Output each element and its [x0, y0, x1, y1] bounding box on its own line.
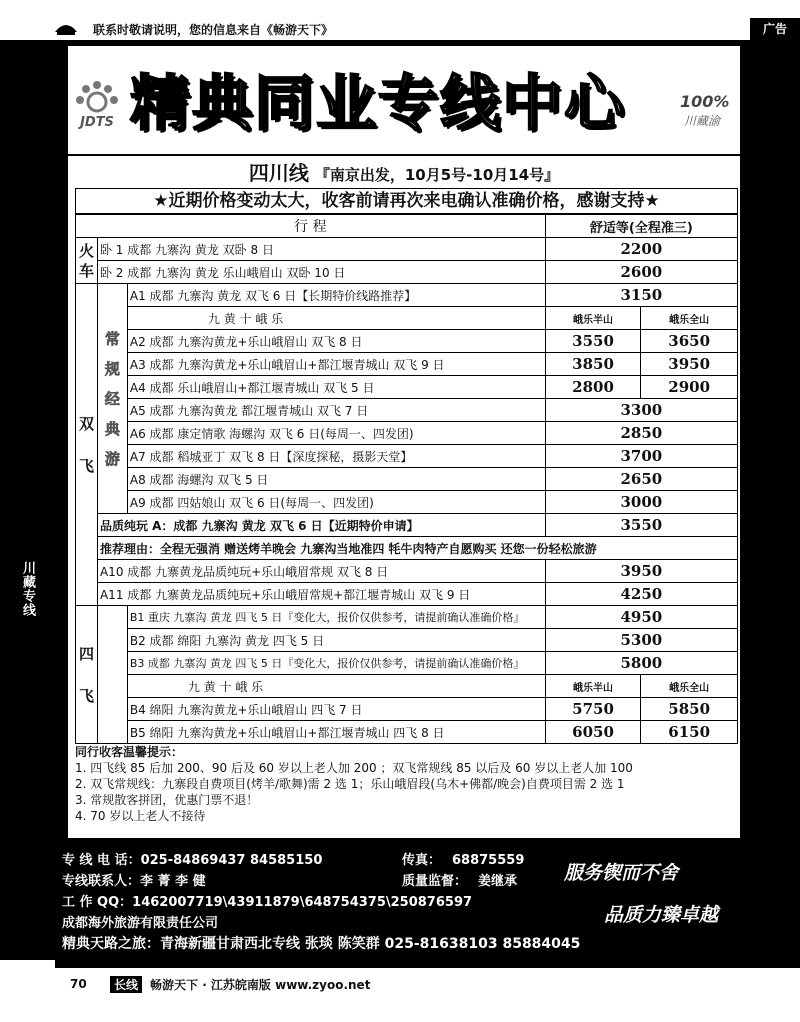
table-row	[76, 284, 738, 307]
table-row	[76, 675, 738, 698]
price-cell: 4950	[545, 606, 737, 629]
table-row	[76, 698, 738, 721]
price-cell: 3550	[545, 514, 737, 537]
table-row	[76, 376, 738, 399]
table-row	[76, 422, 738, 445]
col-full-mountain: 峨乐全山	[641, 675, 738, 698]
source-notice: 联系时敬请说明，您的信息来自《畅游天下》	[93, 22, 334, 37]
price-cell: 6150	[641, 721, 738, 744]
table-row	[76, 353, 738, 376]
table-row	[76, 307, 738, 330]
route-cell: B5 绵阳 九寨沟黄龙+乐山峨眉山+都江堰青城山 四飞 8 日	[127, 721, 545, 744]
jdts-logo	[68, 80, 126, 130]
sub-head: 九 黄 十 峨 乐	[127, 307, 545, 330]
qc-label: 质量监督：	[402, 874, 468, 889]
sub-head: 九 黄 十 峨 乐	[127, 675, 545, 698]
price-table	[75, 214, 738, 744]
price-cell: 2850	[545, 422, 737, 445]
price-cell: 2650	[545, 468, 737, 491]
price-cell: 2200	[545, 238, 737, 261]
table-row	[76, 629, 738, 652]
price-cell: 3700	[545, 445, 737, 468]
tips-section	[75, 744, 738, 838]
jdts-logo-icon	[68, 80, 126, 114]
tip-item: 1. 四飞线 85 后加 200、90 后及 60 岁以上老人加 200 ；双飞常规线 85 以后及 60 岁以上老人加 100	[75, 761, 633, 775]
slogan-line-2: 品质力臻卓越	[604, 904, 719, 926]
price-cell: 2900	[641, 376, 738, 399]
price-cell: 4250	[545, 583, 737, 606]
route-cell: A9 成都 四姑娘山 双飞 6 日(每周一、四发团)	[127, 491, 545, 514]
company-name: 成都海外旅游有限责任公司	[62, 916, 219, 931]
route-cell: A1 成都 九寨沟 黄龙 双飞 6 日【长期特价线路推荐】	[127, 284, 545, 307]
price-cell: 3950	[641, 353, 738, 376]
price-cell: 2800	[545, 376, 641, 399]
qq-label: 工 作 QQ：	[62, 895, 133, 910]
contact-info	[62, 850, 580, 955]
table-row	[76, 238, 738, 261]
price-cell: 3650	[641, 330, 738, 353]
table-row	[76, 606, 738, 629]
route-cell: A4 成都 乐山峨眉山+都江堰青城山 双飞 5 日	[127, 376, 545, 399]
qq-numbers: 1462007719\43911879\648754375\250876597	[132, 895, 473, 910]
price-cell: 3000	[545, 491, 737, 514]
phone-label: 专 线 电 话：	[62, 853, 141, 868]
train-label: 火车	[76, 238, 98, 284]
route-cell: A5 成都 九寨沟黄龙 都江堰青城山 双飞 7 日	[127, 399, 545, 422]
slogan-line-1: 服务锲而不舍	[564, 862, 679, 884]
price-cell: 2600	[545, 261, 737, 284]
route-name: 四川线	[248, 161, 309, 185]
quality-route-cell: 品质纯玩 A：成都 九寨沟 黄龙 双飞 6 日【近期特价申请】	[97, 514, 545, 537]
table-row	[76, 583, 738, 606]
fax-label: 传真：	[402, 853, 442, 868]
price-notice: ★近期价格变动太大，收客前请再次来电确认准确价格，感谢支持★	[75, 188, 738, 214]
route-cell: A6 成都 康定情歌 海螺沟 双飞 6 日(每周一、四发团)	[127, 422, 545, 445]
people-names: 李 菁 李 健	[140, 874, 206, 889]
head-price: 舒适等(全程准三)	[545, 215, 737, 238]
side-tab: 川藏专线	[0, 548, 55, 630]
route-cell: A10 成都 九寨黄龙品质纯玩+乐山峨眉常规 双飞 8 日	[97, 560, 545, 583]
col-half-mountain: 峨乐半山	[545, 307, 641, 330]
route-cell: B1 重庆 九寨沟 黄龙 四飞 5 日『变化大，报价仅供参考，请提前确认准确价格』	[127, 606, 545, 629]
table-row	[76, 514, 738, 537]
route-cell: A11 成都 九寨黄龙品质纯玩+乐山峨眉常规+都江堰青城山 双飞 9 日	[97, 583, 545, 606]
price-cell: 5750	[545, 698, 641, 721]
tip-item: 4. 70 岁以上老人不接待	[75, 809, 206, 823]
ad-badge: 广告	[750, 18, 800, 40]
route-cell: 卧 1 成都 九寨沟 黄龙 双卧 8 日	[97, 238, 545, 261]
route-cell: B3 成都 九寨沟 黄龙 四飞 5 日『变化大，报价仅供参考，请提前确认准确价格』	[127, 652, 545, 675]
price-cell: 3300	[545, 399, 737, 422]
four-fly-spacer	[97, 606, 127, 744]
table-header-row	[76, 215, 738, 238]
table-row	[76, 721, 738, 744]
price-cell: 5850	[641, 698, 738, 721]
table-row	[76, 652, 738, 675]
fax-number: 68875559	[452, 853, 525, 868]
head-route: 行 程	[76, 215, 546, 238]
qc-name: 姜继承	[478, 874, 518, 889]
double-fly-label: 双飞	[76, 284, 98, 606]
route-cell: B4 绵阳 九寨沟黄龙+乐山峨眉山 四飞 7 日	[127, 698, 545, 721]
route-cell: A3 成都 九寨沟黄龙+乐山峨眉山+都江堰青城山 双飞 9 日	[127, 353, 545, 376]
route-cell: 卧 2 成都 九寨沟 黄龙 乐山峨眉山 双卧 10 日	[97, 261, 545, 284]
route-cell: A8 成都 海螺沟 双飞 5 日	[127, 468, 545, 491]
route-cell: B2 成都 绵阳 九寨沟 黄龙 四飞 5 日	[127, 629, 545, 652]
publication-logo-icon	[53, 18, 79, 36]
route-cell: A7 成都 稻城亚丁 双飞 8 日【深度探秘，摄影天堂】	[127, 445, 545, 468]
footer-text: 畅游天下 · 江苏皖南版 www.zyoo.net	[150, 977, 371, 992]
footer-section-box: 长线	[110, 976, 142, 993]
price-cell: 5300	[545, 629, 737, 652]
top-bar	[55, 18, 800, 40]
price-cell: 3150	[545, 284, 737, 307]
route-cell: A2 成都 九寨沟黄龙+乐山峨眉山 双飞 8 日	[127, 330, 545, 353]
table-row	[76, 445, 738, 468]
jdts-logo-text: JDTS	[80, 115, 114, 130]
price-cell: 6050	[545, 721, 641, 744]
recommend-reason: 推荐理由：全程无强消 赠送烤羊晚会 九寨沟当地准四 牦牛肉特产自愿购买 还您一份轻松旅游	[97, 537, 737, 560]
table-row	[76, 468, 738, 491]
price-cell: 3950	[545, 560, 737, 583]
phone-number: 025-84869437 84585150	[140, 853, 323, 868]
route-depart: 『南京出发，10月5号-10月14号』	[314, 166, 560, 184]
table-row	[76, 399, 738, 422]
northwest-ad: 精典天路之旅：青海新疆甘肃西北专线 张琰 陈笑群 025-81638103 85884045	[62, 936, 581, 952]
classic-tour-label: 常规经典游	[97, 284, 127, 514]
table-row	[76, 491, 738, 514]
col-half-mountain: 峨乐半山	[545, 675, 641, 698]
four-fly-label: 四飞	[76, 606, 98, 744]
tips-title: 同行收客温馨提示：	[75, 745, 184, 759]
table-row	[76, 330, 738, 353]
tip-item: 3. 常规散客拼团，优惠门票不退！	[75, 793, 259, 807]
footer	[70, 974, 370, 994]
page-title: 精典同业专线中心	[130, 69, 626, 139]
percent-label: 100%	[680, 92, 730, 111]
price-cell: 3550	[545, 330, 641, 353]
route-title	[68, 157, 740, 187]
left-black-bar	[0, 40, 67, 960]
col-full-mountain: 峨乐全山	[641, 307, 738, 330]
table-row	[76, 261, 738, 284]
table-row	[76, 560, 738, 583]
table-row	[76, 537, 738, 560]
price-cell: 5800	[545, 652, 737, 675]
page-number: 70	[70, 977, 87, 991]
price-cell: 3850	[545, 353, 641, 376]
tip-item: 2. 双飞常规线：九寨段自费项目(烤羊/歌舞)需 2 选 1；乐山峨眉段(乌木+佛都/晚会)自费项目需 2 选 1	[75, 777, 625, 791]
people-label: 专线联系人：	[62, 874, 141, 889]
region-label: 川藏渝	[684, 114, 721, 128]
